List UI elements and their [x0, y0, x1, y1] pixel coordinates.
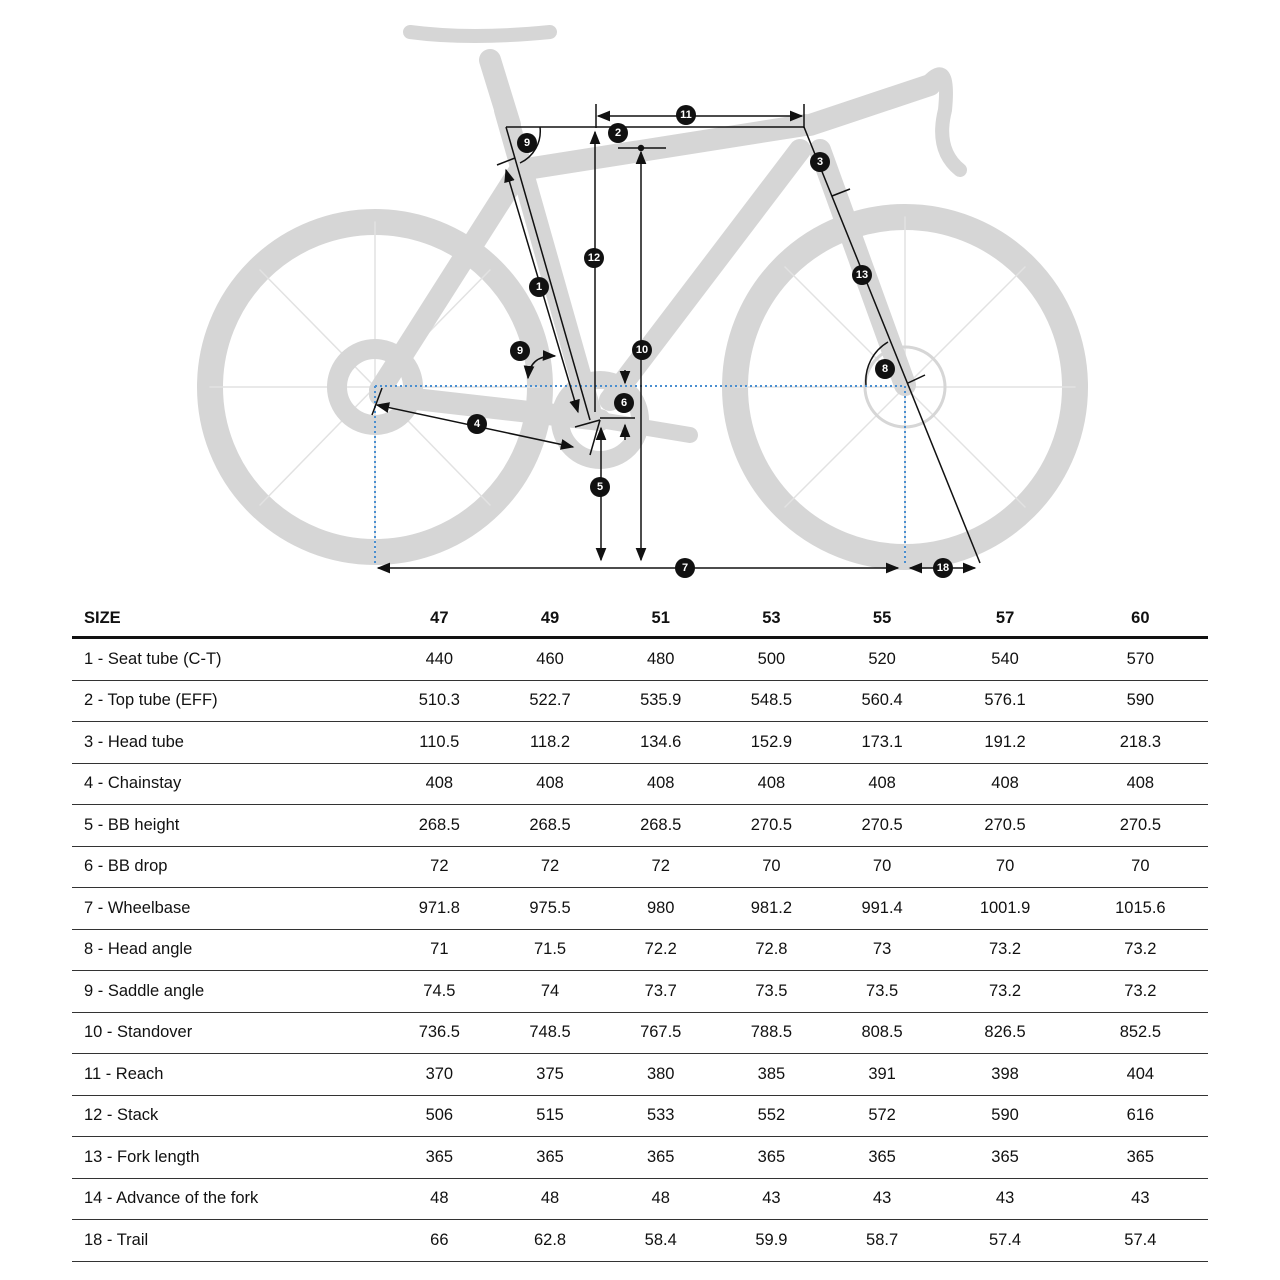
row-label: 14 - Advance of the fork [72, 1178, 384, 1220]
cell-value: 365 [827, 1137, 938, 1179]
cell-value: 572 [827, 1095, 938, 1137]
cell-value: 370 [384, 1054, 495, 1096]
cell-value: 576.1 [937, 680, 1072, 722]
table-row [72, 1178, 1208, 1220]
svg-text:10: 10 [635, 344, 649, 356]
cell-value: 808.5 [827, 1012, 938, 1054]
callout-12 [584, 248, 604, 268]
cell-value: 540 [937, 638, 1072, 681]
cell-value: 173.1 [827, 722, 938, 764]
callout-4 [467, 414, 487, 434]
cell-value: 71.5 [495, 929, 606, 971]
cell-value: 365 [605, 1137, 716, 1179]
cell-value: 191.2 [937, 722, 1072, 764]
svg-text:18: 18 [936, 562, 950, 574]
cell-value: 268.5 [605, 805, 716, 847]
table-row [72, 971, 1208, 1013]
cell-value: 991.4 [827, 888, 938, 930]
svg-text:3: 3 [816, 156, 824, 168]
callout-11 [676, 105, 696, 125]
callout-6 [614, 393, 634, 413]
cell-value: 73.5 [827, 971, 938, 1013]
svg-text:7: 7 [681, 562, 689, 574]
cell-value: 408 [937, 763, 1072, 805]
cell-value: 43 [827, 1178, 938, 1220]
cell-value: 70 [827, 846, 938, 888]
table-row [72, 846, 1208, 888]
cell-value: 72.2 [605, 929, 716, 971]
cell-value: 748.5 [495, 1012, 606, 1054]
cell-value: 48 [384, 1178, 495, 1220]
cell-value: 408 [495, 763, 606, 805]
saddle [410, 32, 550, 36]
table-row [72, 888, 1208, 930]
table-row [72, 805, 1208, 847]
cell-value: 73.2 [1073, 929, 1208, 971]
cell-value: 73.5 [716, 971, 827, 1013]
cell-value: 72 [605, 846, 716, 888]
cell-value: 981.2 [716, 888, 827, 930]
cell-value: 408 [827, 763, 938, 805]
cell-value: 74 [495, 971, 606, 1013]
cell-value: 1015.6 [1073, 888, 1208, 930]
svg-text:9: 9 [516, 345, 524, 357]
size-column-header: 55 [827, 600, 938, 638]
cell-value: 73.2 [1073, 971, 1208, 1013]
table-row [72, 1220, 1208, 1262]
cell-value: 980 [605, 888, 716, 930]
row-label: 13 - Fork length [72, 1137, 384, 1179]
row-label: 10 - Standover [72, 1012, 384, 1054]
svg-text:12: 12 [587, 252, 601, 264]
cell-value: 70 [1073, 846, 1208, 888]
cell-value: 270.5 [827, 805, 938, 847]
cell-value: 57.4 [1073, 1220, 1208, 1262]
cell-value: 365 [1073, 1137, 1208, 1179]
cell-value: 73.2 [937, 971, 1072, 1013]
table-row [72, 1054, 1208, 1096]
svg-text:2: 2 [614, 127, 622, 139]
cell-value: 788.5 [716, 1012, 827, 1054]
cell-value: 270.5 [716, 805, 827, 847]
cell-value: 616 [1073, 1095, 1208, 1137]
cell-value: 533 [605, 1095, 716, 1137]
cell-value: 43 [937, 1178, 1072, 1220]
cell-value: 570 [1073, 638, 1208, 681]
svg-text:11: 11 [680, 109, 692, 121]
bike-geometry-diagram [0, 0, 1280, 600]
size-column-header: 53 [716, 600, 827, 638]
table-row [72, 929, 1208, 971]
geometry-table [72, 600, 1208, 1262]
table-row [72, 1137, 1208, 1179]
row-label: 6 - BB drop [72, 846, 384, 888]
measurement-lines [372, 104, 980, 568]
cell-value: 391 [827, 1054, 938, 1096]
row-label: 7 - Wheelbase [72, 888, 384, 930]
row-label: 9 - Saddle angle [72, 971, 384, 1013]
callout-8 [875, 359, 895, 379]
size-column-header: 47 [384, 600, 495, 638]
svg-text:4: 4 [473, 418, 481, 430]
cell-value: 270.5 [1073, 805, 1208, 847]
svg-text:6: 6 [620, 397, 628, 409]
cell-value: 510.3 [384, 680, 495, 722]
cell-value: 826.5 [937, 1012, 1072, 1054]
row-label: 1 - Seat tube (C-T) [72, 638, 384, 681]
cell-value: 506 [384, 1095, 495, 1137]
cell-value: 74.5 [384, 971, 495, 1013]
cell-value: 48 [495, 1178, 606, 1220]
cell-value: 43 [1073, 1178, 1208, 1220]
cell-value: 58.4 [605, 1220, 716, 1262]
cell-value: 408 [605, 763, 716, 805]
cell-value: 408 [1073, 763, 1208, 805]
row-label: 8 - Head angle [72, 929, 384, 971]
cell-value: 480 [605, 638, 716, 681]
head-tube-line [804, 127, 980, 563]
cell-value: 118.2 [495, 722, 606, 764]
callout-18 [933, 558, 953, 578]
cell-value: 971.8 [384, 888, 495, 930]
cell-value: 72.8 [716, 929, 827, 971]
svg-text:9: 9 [523, 137, 531, 149]
cell-value: 365 [384, 1137, 495, 1179]
row-label: 18 - Trail [72, 1220, 384, 1262]
crank-arm [600, 420, 690, 435]
size-column-header: 57 [937, 600, 1072, 638]
cell-value: 1001.9 [937, 888, 1072, 930]
cell-value: 852.5 [1073, 1012, 1208, 1054]
row-label: 11 - Reach [72, 1054, 384, 1096]
cell-value: 73 [827, 929, 938, 971]
row-label: 2 - Top tube (EFF) [72, 680, 384, 722]
cell-value: 408 [716, 763, 827, 805]
cell-value: 134.6 [605, 722, 716, 764]
row-label: 4 - Chainstay [72, 763, 384, 805]
cell-value: 110.5 [384, 722, 495, 764]
callout-2 [608, 123, 628, 143]
cell-value: 268.5 [495, 805, 606, 847]
table-row [72, 638, 1208, 681]
callout-13 [852, 265, 872, 285]
cell-value: 375 [495, 1054, 606, 1096]
cell-value: 270.5 [937, 805, 1072, 847]
callout-5 [590, 477, 610, 497]
cell-value: 515 [495, 1095, 606, 1137]
cell-value: 560.4 [827, 680, 938, 722]
table-row [72, 722, 1208, 764]
cell-value: 218.3 [1073, 722, 1208, 764]
cell-value: 385 [716, 1054, 827, 1096]
table-row [72, 1012, 1208, 1054]
cell-value: 62.8 [495, 1220, 606, 1262]
cell-value: 70 [937, 846, 1072, 888]
svg-text:13: 13 [855, 269, 869, 281]
size-column-header: 51 [605, 600, 716, 638]
stem [810, 85, 930, 125]
cell-value: 440 [384, 638, 495, 681]
cell-value: 404 [1073, 1054, 1208, 1096]
cell-value: 365 [937, 1137, 1072, 1179]
callout-9-saddle [510, 341, 530, 361]
svg-text:5: 5 [596, 481, 604, 493]
cell-value: 408 [384, 763, 495, 805]
table-row [72, 763, 1208, 805]
callout-9-seat-angle [517, 133, 537, 153]
row-label: 12 - Stack [72, 1095, 384, 1137]
cell-value: 66 [384, 1220, 495, 1262]
cell-value: 268.5 [384, 805, 495, 847]
row-label: 3 - Head tube [72, 722, 384, 764]
cell-value: 152.9 [716, 722, 827, 764]
callout-1 [529, 277, 549, 297]
cell-value: 460 [495, 638, 606, 681]
cell-value: 71 [384, 929, 495, 971]
cell-value: 520 [827, 638, 938, 681]
cell-value: 59.9 [716, 1220, 827, 1262]
cell-value: 365 [716, 1137, 827, 1179]
cell-value: 57.4 [937, 1220, 1072, 1262]
cell-value: 522.7 [495, 680, 606, 722]
table-row [72, 1095, 1208, 1137]
cell-value: 590 [1073, 680, 1208, 722]
cell-value: 736.5 [384, 1012, 495, 1054]
cell-value: 72 [495, 846, 606, 888]
callout-10 [632, 340, 652, 360]
cell-value: 500 [716, 638, 827, 681]
cell-value: 590 [937, 1095, 1072, 1137]
cell-value: 535.9 [605, 680, 716, 722]
svg-text:1: 1 [535, 281, 543, 293]
cell-value: 73.2 [937, 929, 1072, 971]
table-row [72, 680, 1208, 722]
callout-7 [675, 558, 695, 578]
cell-value: 380 [605, 1054, 716, 1096]
cell-value: 72 [384, 846, 495, 888]
cell-value: 48 [605, 1178, 716, 1220]
cell-value: 398 [937, 1054, 1072, 1096]
cell-value: 548.5 [716, 680, 827, 722]
svg-text:8: 8 [881, 363, 889, 375]
size-column-header: 60 [1073, 600, 1208, 638]
row-label: 5 - BB height [72, 805, 384, 847]
seat-post [490, 60, 510, 125]
cell-value: 70 [716, 846, 827, 888]
cell-value: 975.5 [495, 888, 606, 930]
cell-value: 43 [716, 1178, 827, 1220]
cell-value: 552 [716, 1095, 827, 1137]
size-header: SIZE [72, 600, 384, 638]
cell-value: 58.7 [827, 1220, 938, 1262]
cell-value: 365 [495, 1137, 606, 1179]
callout-3 [810, 152, 830, 172]
cell-value: 767.5 [605, 1012, 716, 1054]
cell-value: 73.7 [605, 971, 716, 1013]
size-column-header: 49 [495, 600, 606, 638]
table-header-row [72, 600, 1208, 638]
